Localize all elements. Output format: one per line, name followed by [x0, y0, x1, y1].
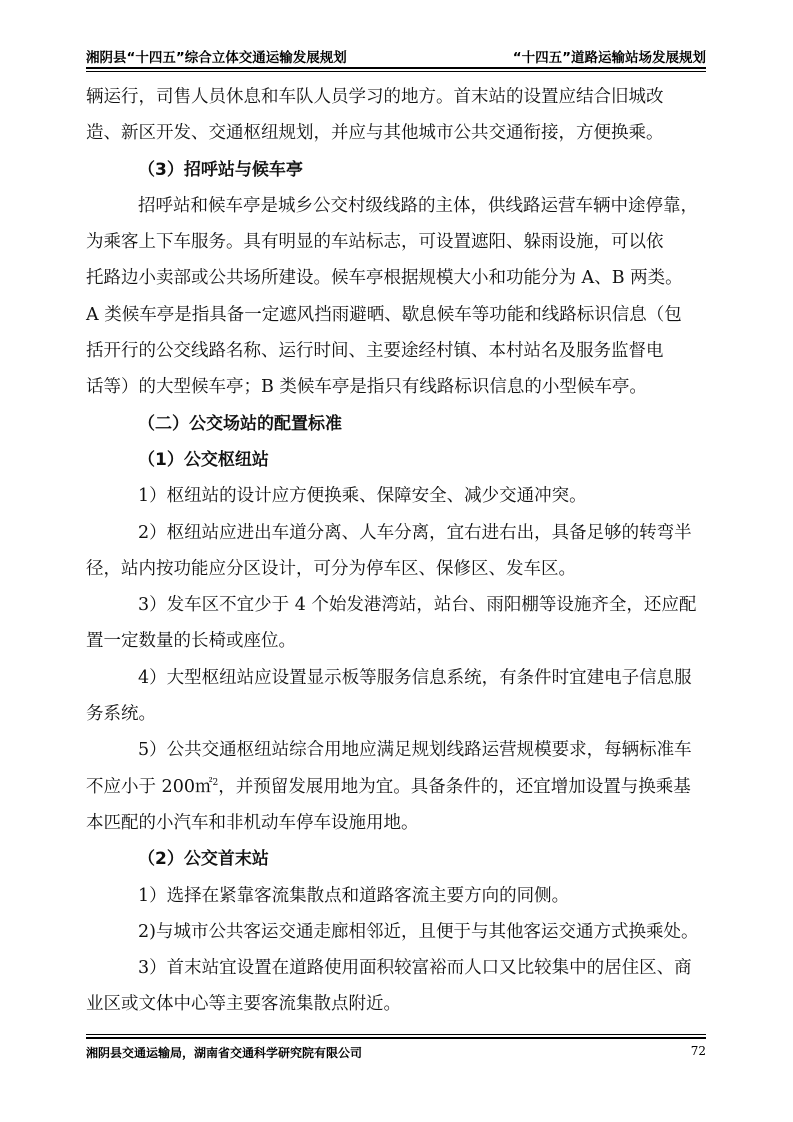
- header-rule-thick: [86, 67, 706, 69]
- page-header: [86, 46, 706, 66]
- body-line: 托路边小卖部或公共场所建设。候车亭根据规模大小和功能分为 A、B 两类。: [86, 268, 683, 289]
- list-item: 4）大型枢纽站应设置显示板等服务信息系统，有条件时宜建电子信息服: [138, 667, 692, 688]
- page-number: 72: [690, 1044, 706, 1058]
- body-line: A 类候车亭是指具备一定遮风挡雨避晒、歇息候车等功能和线路标识信息（包: [86, 304, 682, 325]
- section-heading-config-standard: （二）公交场站的配置标准: [138, 413, 342, 434]
- superscript: 2: [212, 777, 219, 788]
- list-item: 1）枢纽站的设计应方便换乘、保障安全、减少交通冲突。: [138, 486, 587, 507]
- footer-organization: 湘阴县交通运输局，湖南省交通科学研究院有限公司: [86, 1046, 363, 1060]
- body-line: 括开行的公交线路名称、运行时间、主要途经村镇、本村站名及服务监督电: [86, 341, 664, 362]
- footer-rule-thin: [86, 1034, 706, 1035]
- body-line: 招呼站和候车亭是城乡公交村级线路的主体，供线路运营车辆中途停靠，: [138, 195, 698, 216]
- body-line: 径，站内按功能应分区设计，可分为停车区、保修区、发车区。: [86, 558, 576, 579]
- area-requirement-text: 不应小于 200㎡: [86, 776, 213, 797]
- body-line: 话等）的大型候车亭；B 类候车亭是指只有线路标识信息的小型候车亭。: [86, 377, 647, 398]
- body-line: 置一定数量的长椅或座位。: [86, 631, 296, 652]
- list-item: 2）枢纽站应进出车道分离、人车分离，宜右进右出，具备足够的转弯半: [138, 522, 692, 543]
- list-item: 3）发车区不宜少于 4 个始发港湾站，站台、雨阳棚等设施齐全，还应配: [138, 595, 697, 616]
- header-rule-thin: [86, 71, 706, 72]
- body-line: 业区或文体中心等主要客流集散点附近。: [86, 994, 401, 1015]
- page-body: [86, 79, 714, 1023]
- body-line: 辆运行，司售人员休息和车队人员学习的地方。首末站的设置应结合旧城改: [86, 87, 664, 107]
- body-line: 本匹配的小汽车和非机动车停车设施用地。: [86, 812, 419, 833]
- list-item: 1）选择在紧靠客流集散点和道路客流主要方向的同侧。: [138, 885, 570, 906]
- body-line: [86, 769, 714, 805]
- section-heading-terminal-station: （2）公交首末站: [138, 849, 269, 870]
- header-chapter-title: “十四五”道路运输站场发展规划: [512, 50, 706, 66]
- section-heading-hub-station: （1）公交枢纽站: [138, 449, 269, 470]
- list-item: 2)与城市公共客运交通走廊相邻近，且便于与其他客运交通方式换乘处。: [138, 921, 699, 942]
- body-line: 务系统。: [86, 704, 156, 725]
- body-text: ，并预留发展用地为宜。具备条件的，还宜增加设置与换乘基: [218, 776, 691, 797]
- body-line: 为乘客上下车服务。具有明显的车站标志，可设置遮阳、躲雨设施，可以依: [86, 232, 664, 253]
- header-document-title: 湘阴县“十四五”综合立体交通运输发展规划: [86, 50, 347, 66]
- list-item: 5）公共交通枢纽站综合用地应满足规划线路运营规模要求，每辆标准车: [138, 740, 692, 761]
- section-heading-stop-shelter: （3）招呼站与候车亭: [138, 159, 303, 180]
- list-item: 3）首末站宜设置在道路使用面积较富裕而人口又比较集中的居住区、商: [138, 958, 692, 979]
- footer-rule-thick: [86, 1037, 706, 1039]
- page-footer: [86, 1044, 706, 1061]
- body-line: 造、新区开发、交通枢纽规划，并应与其他城市公共交通衔接，方便换乘。: [86, 123, 664, 144]
